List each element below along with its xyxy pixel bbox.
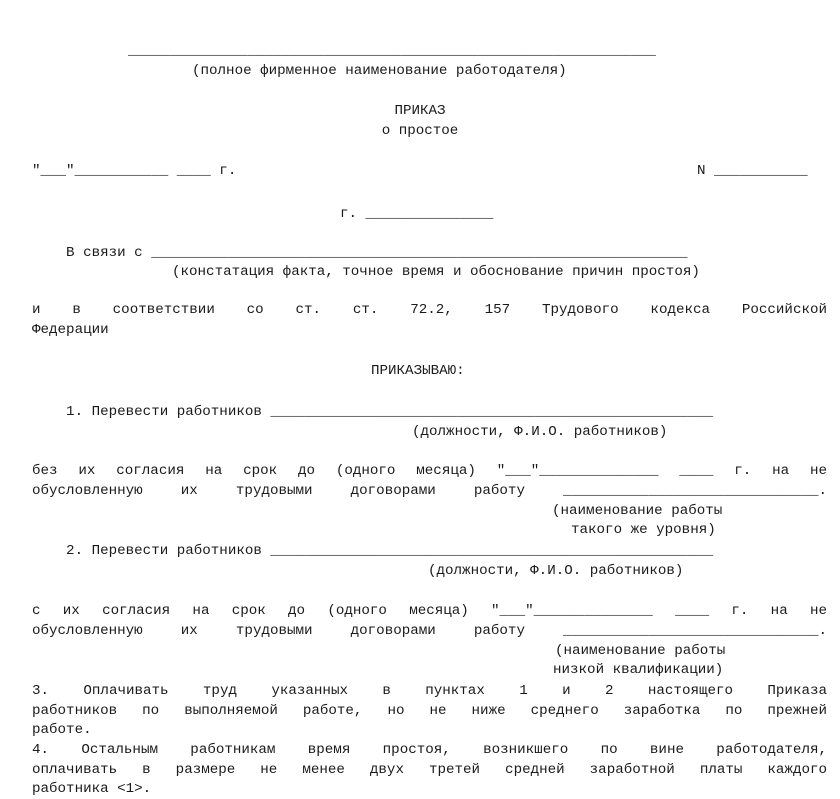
item3-line-3: работе. bbox=[32, 722, 92, 738]
order-number: N ___________ bbox=[697, 163, 808, 179]
order-city: г. _______________ bbox=[340, 206, 494, 222]
item1-work-caption-1: (наименование работы bbox=[552, 503, 723, 519]
order-title: ПРИКАЗ bbox=[394, 103, 446, 119]
basis-line-2: Федерации bbox=[32, 322, 109, 338]
item2-work-caption-2: низкой квалификации) bbox=[553, 662, 724, 678]
item1-work-caption-2: такого же уровня) bbox=[571, 522, 716, 538]
item2-work-caption-1: (наименование работы bbox=[555, 643, 726, 659]
item2-term-line: с их согласия на срок до (одного месяца) "___"______________ ____ г. на не bbox=[32, 603, 827, 619]
order-subtitle: о простое bbox=[381, 123, 459, 139]
basis-line-1: и в соответствии со ст. ст. 72.2, 157 Трудового кодекса Российской bbox=[32, 302, 827, 318]
item1-term-line: без их согласия на срок до (одного месяца) "___"______________ ____ г. на не bbox=[32, 463, 827, 479]
order-word: ПРИКАЗЫВАЮ: bbox=[371, 363, 465, 379]
reason-line: В связи с _______________________________________________________________ bbox=[32, 245, 688, 261]
item1-caption: (должности, Ф.И.О. работников) bbox=[412, 424, 668, 440]
item3-line-1: 3. Оплачивать труд указанных в пунктах 1 и 2 настоящего Приказа bbox=[32, 683, 827, 699]
reason-caption: (констатация факта, точное время и обоснование причин простоя) bbox=[172, 264, 700, 280]
employer-name-caption: (полное фирменное наименование работодателя) bbox=[192, 63, 567, 79]
item4-line-3: работника <1>. bbox=[32, 781, 152, 797]
item4-line-1: 4. Остальным работникам время простоя, возникшего по вине работодателя, bbox=[32, 742, 827, 758]
item2-work-line: обусловленную их трудовыми договорами работу ______________________________. bbox=[32, 623, 827, 639]
item4-line-2: оплачивать в размере не менее двух третей средней заработной платы каждого bbox=[32, 762, 827, 778]
order-date: "___"___________ ____ г. bbox=[32, 163, 237, 179]
item2-line: 2. Перевести работников ____________________________________________________ bbox=[32, 543, 714, 559]
item1-work-line: обусловленную их трудовыми договорами работу ______________________________. bbox=[32, 483, 827, 499]
item2-caption: (должности, Ф.И.О. работников) bbox=[428, 563, 684, 579]
item1-line: 1. Перевести работников ____________________________________________________ bbox=[32, 404, 714, 420]
item3-line-2: работников по выполняемой работе, но не ниже среднего заработка по прежней bbox=[32, 703, 827, 719]
employer-name-blank: ______________________________________________________________ bbox=[128, 43, 656, 59]
